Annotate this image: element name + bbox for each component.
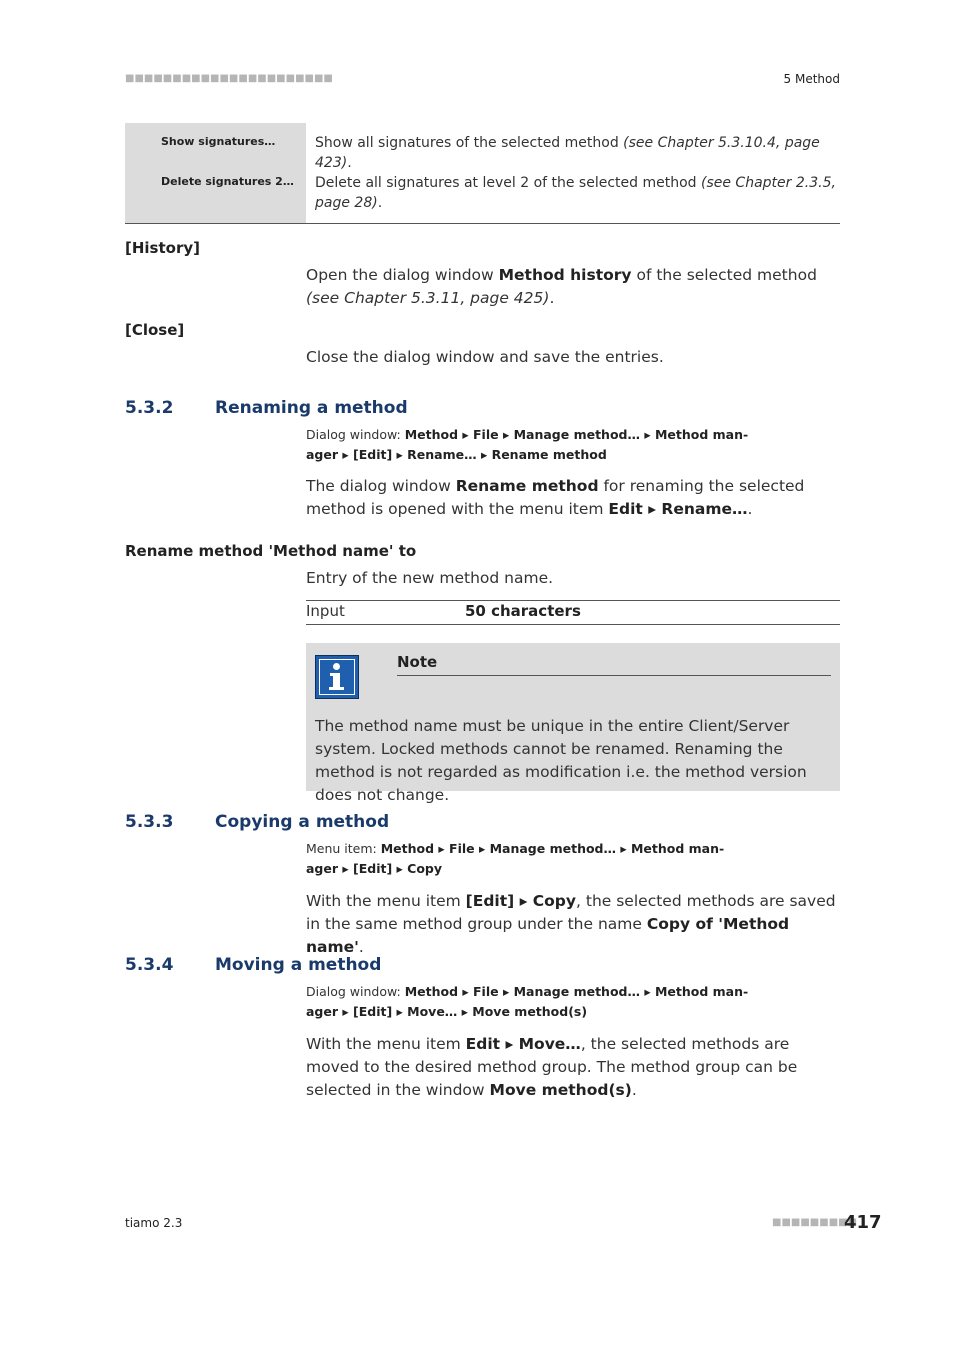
chapter-header: 5 Method [783, 72, 840, 86]
menu-path: Menu item: Method ▸ File ▸ Manage method… ▸ Method man- ager ▸ [Edit] ▸ Copy [306, 841, 725, 876]
field-description: Entry of the new method name. [306, 569, 554, 587]
menu-item-label: Delete signatures 2… [161, 175, 294, 188]
note-text: The method name must be unique in the entire Client/Server system. Locked methods cannot be renamed. Renaming the method is not regarded as modification i.e. the method version does not change. [315, 717, 807, 804]
section-paragraph: With the menu item Edit ▸ Move…, the selected methods are moved to the desired method group. The method group can be selected in the window Move method(s). [306, 1035, 798, 1099]
section-number: 5.3.4 [125, 955, 174, 975]
close-term: [Close] [125, 321, 185, 339]
info-icon [315, 655, 359, 699]
menu-item-description: Delete all signatures at level 2 of the selected method (see Chapter 2.3.5, page 28). [315, 175, 836, 211]
menu-item-description: Show all signatures of the selected method (see Chapter 5.3.10.4, page 423). [315, 135, 820, 171]
cross-reference: (see Chapter 2.3.5, page 28) [315, 175, 836, 211]
input-value: 50 characters [465, 602, 581, 620]
section-number: 5.3.3 [125, 812, 174, 832]
note-title: Note [397, 653, 438, 671]
menu-item-label: Show signatures… [161, 135, 276, 148]
section-paragraph: The dialog window Rename method for renaming the selected method is opened with the menu item Edit ▸ Rename…. [306, 477, 805, 518]
header-decoration: ■■■■■■■■■■■■■■■■■■■■■■ [125, 73, 333, 84]
section-title: Renaming a method [215, 398, 408, 418]
section-paragraph: With the menu item [Edit] ▸ Copy, the selected methods are saved in the same method group under the name Copy of 'Method name'. [306, 892, 836, 956]
menu-items-table [125, 123, 840, 224]
input-spec-table [306, 600, 840, 625]
history-term: [History] [125, 239, 200, 257]
section-title: Moving a method [215, 955, 382, 975]
history-description: Open the dialog window Method history of the selected method (see Chapter 5.3.11, page 425). [306, 266, 817, 307]
cross-reference: (see Chapter 5.3.11, page 425) [306, 289, 550, 307]
cross-reference: (see Chapter 5.3.10.4, page 423) [315, 135, 820, 171]
field-term: Rename method 'Method name' to [125, 542, 417, 560]
note-divider [397, 675, 831, 676]
close-description: Close the dialog window and save the entries. [306, 348, 664, 366]
input-label: Input [306, 602, 345, 620]
section-number: 5.3.2 [125, 398, 174, 418]
note-box [306, 643, 840, 804]
product-name: tiamo 2.3 [125, 1216, 183, 1230]
menu-path: Dialog window: Method ▸ File ▸ Manage method… ▸ Method man- ager ▸ [Edit] ▸ Rename… ▸ Rename method [306, 427, 749, 462]
page-number: 417 [844, 1212, 882, 1233]
menu-path: Dialog window: Method ▸ File ▸ Manage method… ▸ Method man- ager ▸ [Edit] ▸ Move… ▸ Move method(s) [306, 984, 749, 1019]
footer-decoration: ■■■■■■■■■ [772, 1217, 858, 1228]
section-title: Copying a method [215, 812, 390, 832]
